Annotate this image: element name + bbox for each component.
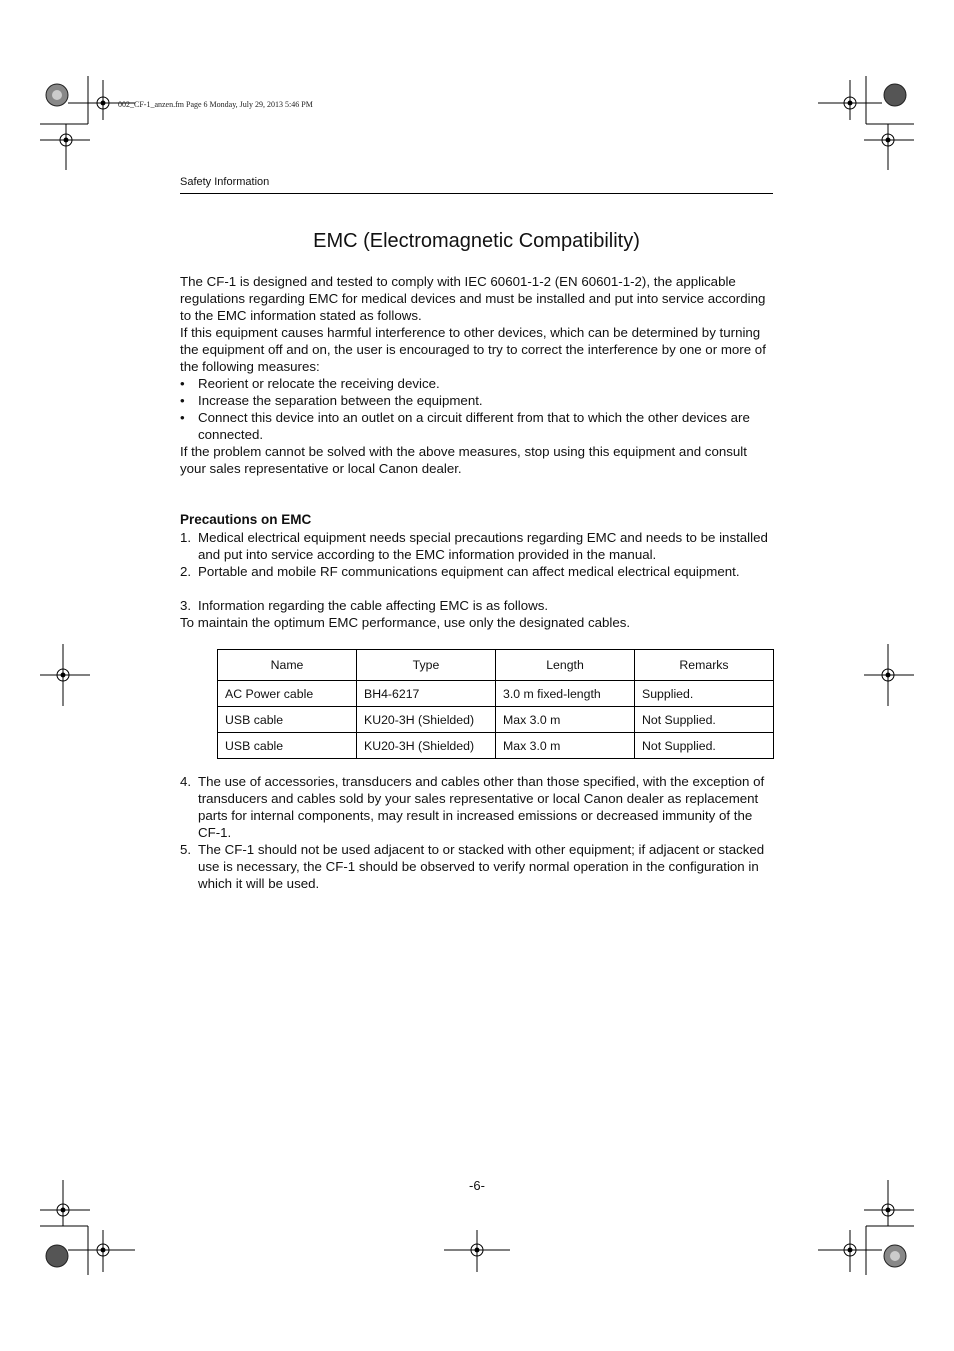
column-header: Type [357, 650, 496, 681]
table-cell: AC Power cable [218, 681, 357, 707]
cable-note: To maintain the optimum EMC performance, use only the designated cables. [180, 615, 631, 630]
column-header: Remarks [635, 650, 774, 681]
bullet-marker: • [180, 393, 185, 408]
table-cell: USB cable [218, 733, 357, 759]
table-cell: BH4-6217 [357, 681, 496, 707]
bullet-marker: • [180, 376, 185, 391]
column-header: Name [218, 650, 357, 681]
table-cell: 3.0 m fixed-length [496, 681, 635, 707]
section-heading: Precautions on EMC [180, 512, 312, 527]
bullet-text: Connect this device into an outlet on a circuit different from that to which the other devices are connected. [198, 410, 750, 442]
running-head: Safety Information [180, 176, 270, 188]
item-text: Information regarding the cable affecting EMC is as follows. [198, 598, 549, 613]
bullet-marker: • [180, 410, 185, 425]
bullet-item [180, 409, 773, 443]
numbered-item [180, 597, 773, 614]
page-title: EMC (Electromagnetic Compatibility) [313, 230, 640, 252]
item-number: 2. [180, 564, 192, 579]
bullet-text: Reorient or relocate the receiving device. [198, 376, 440, 391]
intro-paragraph-2: If this equipment causes harmful interference to other devices, which can be determined by turning the equipment off and on, the user is encouraged to try to correct the interference by one or more of the following measures: [180, 325, 766, 374]
item-number: 4. [180, 774, 192, 789]
file-slug: 002_CF-1_anzen.fm Page 6 Monday, July 29, 2013 5:46 PM [118, 100, 313, 109]
bullet-item [180, 375, 773, 392]
page-number: -6- [469, 1178, 485, 1193]
item-text: The use of accessories, transducers and cables other than those specified, with the exception of transducers and cables sold by your sales representative or local Canon dealer as replacement parts for internal components, may result in increased emissions or decreased immunity of the CF-1. [198, 774, 765, 840]
numbered-item [180, 841, 773, 892]
table-row [218, 733, 774, 759]
table-cell: Not Supplied. [635, 707, 774, 733]
item-text: Portable and mobile RF communications equipment can affect medical electrical equipment. [198, 564, 740, 579]
cable-table [217, 649, 774, 759]
table-cell: Max 3.0 m [496, 733, 635, 759]
intro-paragraph-3: If the problem cannot be solved with the above measures, stop using this equipment and consult your sales representative or local Canon dealer. [180, 444, 747, 476]
table-cell: Not Supplied. [635, 733, 774, 759]
table-cell: KU20-3H (Shielded) [357, 733, 496, 759]
bullet-text: Increase the separation between the equipment. [198, 393, 483, 408]
item-text: The CF-1 should not be used adjacent to or stacked with other equipment; if adjacent or stacked use is necessary, the CF-1 should be observed to verify normal operation in the configuration in which it will be used. [198, 842, 765, 891]
table-cell: USB cable [218, 707, 357, 733]
column-header: Length [496, 650, 635, 681]
item-number: 3. [180, 598, 192, 613]
bullet-item [180, 392, 773, 409]
numbered-item [180, 529, 773, 563]
table-cell: Max 3.0 m [496, 707, 635, 733]
numbered-item [180, 563, 773, 580]
table-row [218, 707, 774, 733]
item-number: 5. [180, 842, 192, 857]
header-rule [180, 193, 773, 194]
intro-paragraph-1: The CF-1 is designed and tested to comply with IEC 60601-1-2 (EN 60601-1-2), the applicable regulations regarding EMC for medical devices and must be installed and put into service according to the EMC information stated as follows. [180, 274, 766, 323]
table-row [218, 681, 774, 707]
numbered-item [180, 773, 773, 841]
table-cell: Supplied. [635, 681, 774, 707]
table-header-row [218, 650, 774, 681]
item-text: Medical electrical equipment needs special precautions regarding EMC and needs to be installed and put into service according to the EMC information provided in the manual. [198, 530, 768, 562]
table-cell: KU20-3H (Shielded) [357, 707, 496, 733]
item-number: 1. [180, 530, 192, 545]
